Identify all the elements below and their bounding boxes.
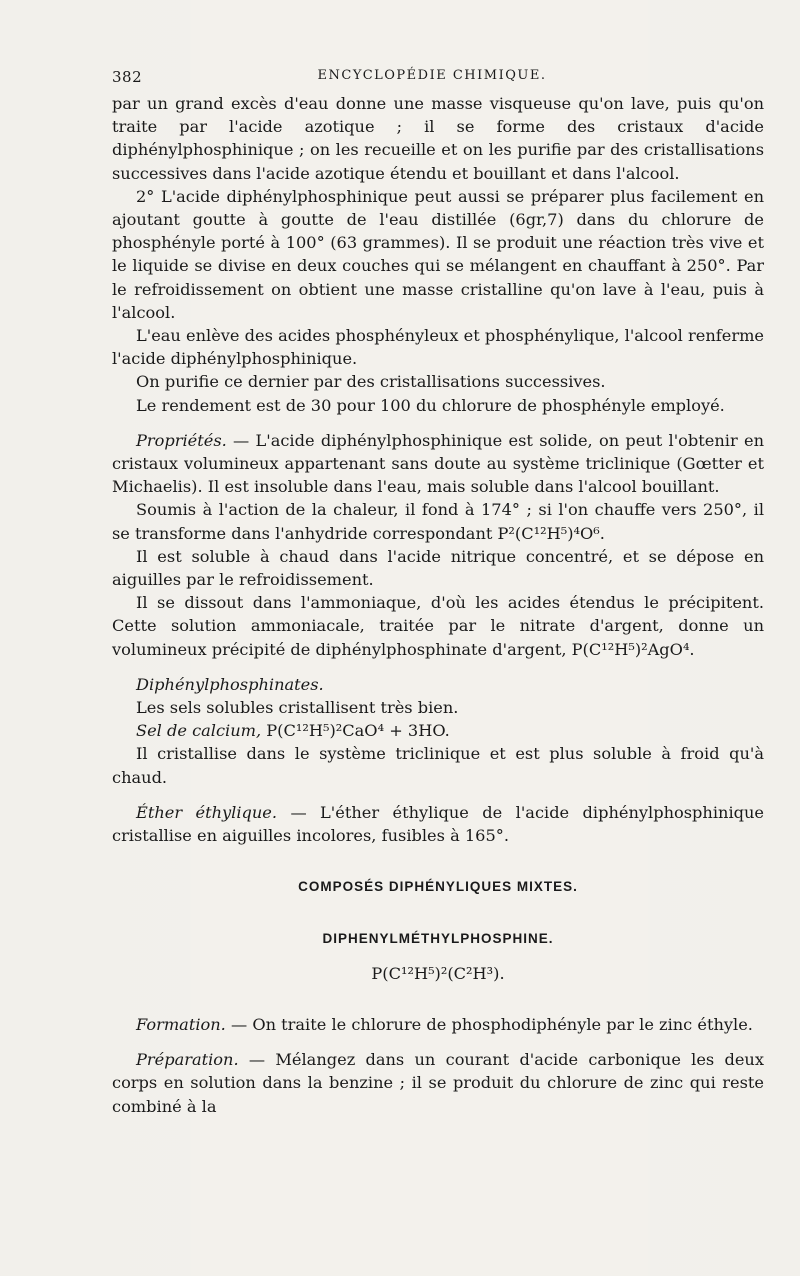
run-in-heading: Éther éthylique. xyxy=(136,802,278,822)
page-number: 382 xyxy=(112,68,143,86)
paragraph-text: — Mélangez dans un courant d'acide carbonique les deux corps en solution dans la benzine ; il se produit du chlorure de zinc qui reste combiné à la xyxy=(112,1050,764,1116)
paragraph: Le rendement est de 30 pour 100 du chlorure de phosphényle employé. xyxy=(136,395,725,415)
page-header xyxy=(112,68,752,90)
paragraph: Il se dissout dans l'ammoniaque, d'où les acides étendus le précipitent. Cette solution ammoniacale, traitée par le nitrate d'argent, donne un volumineux précipité de diphénylphosphinate d'argent, P(C¹²H⁵)²AgO⁴. xyxy=(112,593,764,659)
chemical-formula: P(C¹²H⁵)²(C²H³). xyxy=(371,963,505,983)
paragraph-text: — L'éther éthylique de l'acide diphénylphosphinique cristallise en aiguilles incolores, fusibles à 165°. xyxy=(112,802,764,846)
section-heading: COMPOSÉS DIPHÉNYLIQUES MIXTES. xyxy=(298,879,578,895)
paragraph-text: — On traite le chlorure de phosphodiphényle par le zinc éthyle. xyxy=(225,1014,753,1034)
page-body xyxy=(112,92,764,1118)
paragraph: Les sels solubles cristallisent très bien. xyxy=(136,698,459,718)
paragraph: On purifie ce dernier par des cristallisations successives. xyxy=(136,372,606,392)
paragraph-text: — L'acide diphénylphosphinique est solide, on peut l'obtenir en cristaux volumineux appartenant sans doute au système triclinique (Gœtter et Michaelis). Il est insoluble dans l'eau, mais soluble dans l'alcool bouillant. xyxy=(112,430,764,497)
paragraph: 2° L'acide diphénylphosphinique peut aussi se préparer plus facilement en ajoutant goutte à goutte de l'eau distillée (6gr,7) dans du chlorure de phosphényle porté à 100° (63 grammes). Il se produit une réaction très vive et le liquide se divise en deux couches qui se mélangent en chauffant à 250°. Par le refroidissement on obtient une masse cristalline qu'on lave à l'eau, puis à l'alcool. xyxy=(112,186,764,322)
running-title: ENCYCLOPÉDIE CHIMIQUE. xyxy=(317,68,547,83)
paragraph-preparation xyxy=(112,1048,764,1118)
paragraph-properties xyxy=(112,429,764,499)
paragraph: Il cristallise dans le système triclinique et est plus soluble à froid qu'à chaud. xyxy=(112,744,764,787)
compound-heading: DIPHENYLMÉTHYLPHOSPHINE. xyxy=(322,930,554,946)
paragraph: L'eau enlève des acides phosphényleux et phosphénylique, l'alcool renferme l'acide diphénylphosphinique. xyxy=(112,326,764,369)
run-in-heading: Sel de calcium, xyxy=(136,721,262,741)
run-in-heading: Propriétés. xyxy=(136,430,227,450)
run-in-heading: Formation. xyxy=(136,1014,226,1034)
paragraph: Il est soluble à chaud dans l'acide nitrique concentré, et se dépose en aiguilles par le refroidissement. xyxy=(112,546,764,590)
paragraph-text: P(C¹²H⁵)²CaO⁴ + 3HO. xyxy=(261,721,450,741)
paragraph-formation xyxy=(112,1013,764,1036)
run-in-heading: Préparation. xyxy=(136,1050,239,1070)
subheading: Diphénylphosphinates. xyxy=(136,674,324,694)
paragraph: Soumis à l'action de la chaleur, il fond à 174° ; si l'on chauffe vers 250°, il se transforme dans l'anhydride correspondant P²(C¹²H⁵)⁴O⁶. xyxy=(112,500,764,543)
paragraph: par un grand excès d'eau donne une masse visqueuse qu'on lave, puis qu'on traite par l'acide azotique ; il se forme des cristaux d'acide diphénylphosphinique ; on les recueille et on les purifie par des cristallisations successives dans l'acide azotique étendu et bouillant et dans l'alcool. xyxy=(112,94,764,183)
paragraph-calcium xyxy=(112,719,764,742)
paragraph-ether xyxy=(112,801,764,847)
